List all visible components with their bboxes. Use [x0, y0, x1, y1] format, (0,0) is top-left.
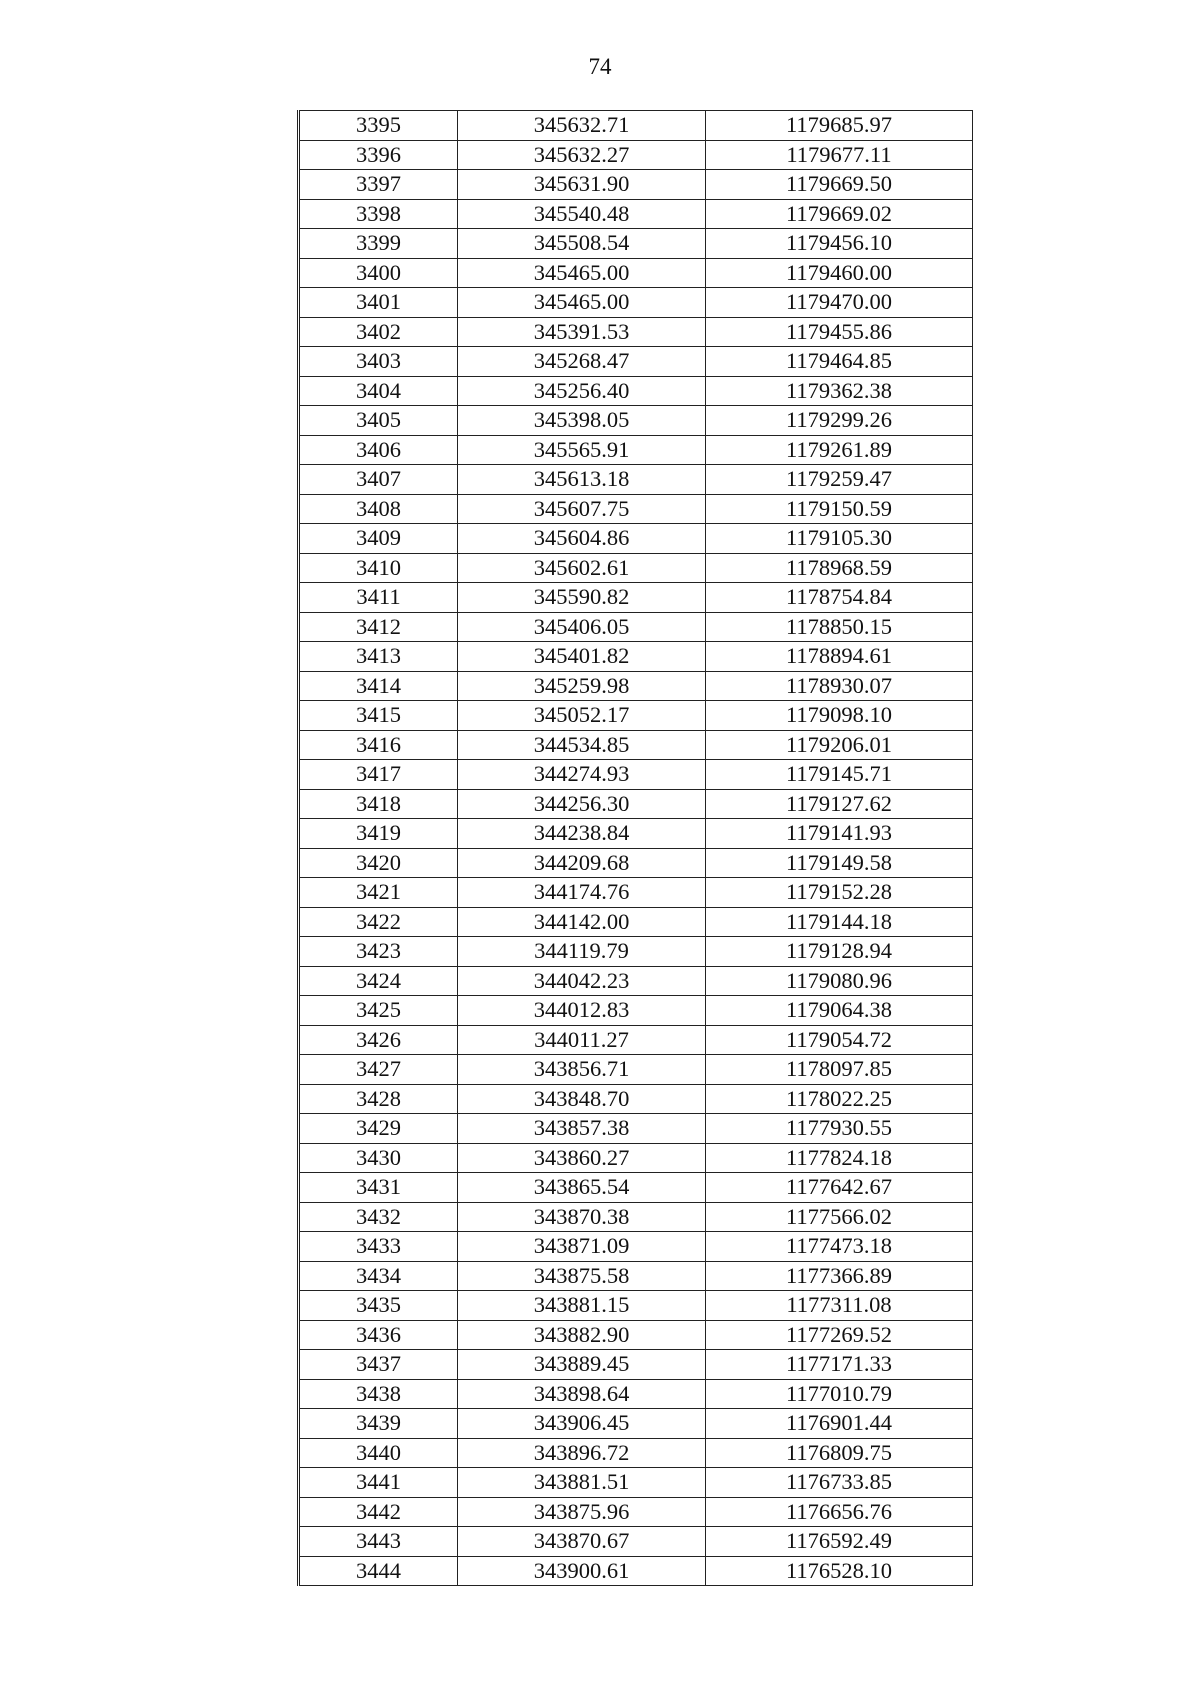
- y-coordinate-cell: 1179098.10: [706, 701, 973, 731]
- x-coordinate-cell: 343889.45: [458, 1350, 706, 1380]
- y-coordinate-cell: 1177010.79: [706, 1379, 973, 1409]
- table-row: [299, 1320, 973, 1350]
- point-number-cell: 3437: [299, 1350, 458, 1380]
- table-row: [299, 1350, 973, 1380]
- point-number-cell: 3436: [299, 1320, 458, 1350]
- point-number-cell: 3428: [299, 1084, 458, 1114]
- coordinates-table: [297, 110, 973, 1586]
- x-coordinate-cell: 344174.76: [458, 878, 706, 908]
- x-coordinate-cell: 344534.85: [458, 730, 706, 760]
- x-coordinate-cell: 343857.38: [458, 1114, 706, 1144]
- y-coordinate-cell: 1177930.55: [706, 1114, 973, 1144]
- y-coordinate-cell: 1177473.18: [706, 1232, 973, 1262]
- x-coordinate-cell: 343882.90: [458, 1320, 706, 1350]
- table-row: [299, 671, 973, 701]
- table-row: [299, 317, 973, 347]
- table-row: [299, 1055, 973, 1085]
- point-number-cell: 3432: [299, 1202, 458, 1232]
- x-coordinate-cell: 345268.47: [458, 347, 706, 377]
- y-coordinate-cell: 1179105.30: [706, 524, 973, 554]
- point-number-cell: 3399: [299, 229, 458, 259]
- y-coordinate-cell: 1177269.52: [706, 1320, 973, 1350]
- y-coordinate-cell: 1178097.85: [706, 1055, 973, 1085]
- x-coordinate-cell: 343870.67: [458, 1527, 706, 1557]
- point-number-cell: 3402: [299, 317, 458, 347]
- point-number-cell: 3430: [299, 1143, 458, 1173]
- point-number-cell: 3434: [299, 1261, 458, 1291]
- x-coordinate-cell: 345465.00: [458, 258, 706, 288]
- x-coordinate-cell: 343848.70: [458, 1084, 706, 1114]
- x-coordinate-cell: 345465.00: [458, 288, 706, 318]
- x-coordinate-cell: 345590.82: [458, 583, 706, 613]
- table-row: [299, 760, 973, 790]
- x-coordinate-cell: 343865.54: [458, 1173, 706, 1203]
- point-number-cell: 3444: [299, 1556, 458, 1586]
- x-coordinate-cell: 345632.27: [458, 140, 706, 170]
- point-number-cell: 3440: [299, 1438, 458, 1468]
- table-row: [299, 642, 973, 672]
- x-coordinate-cell: 345406.05: [458, 612, 706, 642]
- x-coordinate-cell: 344011.27: [458, 1025, 706, 1055]
- page-number: 74: [588, 54, 612, 79]
- table-row: [299, 1527, 973, 1557]
- x-coordinate-cell: 344274.93: [458, 760, 706, 790]
- table-row: [299, 1261, 973, 1291]
- table-row: [299, 701, 973, 731]
- x-coordinate-cell: 345632.71: [458, 111, 706, 141]
- table-row: [299, 1143, 973, 1173]
- table-row: [299, 229, 973, 259]
- table-row: [299, 819, 973, 849]
- point-number-cell: 3442: [299, 1497, 458, 1527]
- y-coordinate-cell: 1176656.76: [706, 1497, 973, 1527]
- y-coordinate-cell: 1179685.97: [706, 111, 973, 141]
- x-coordinate-cell: 345401.82: [458, 642, 706, 672]
- x-coordinate-cell: 344142.00: [458, 907, 706, 937]
- x-coordinate-cell: 343900.61: [458, 1556, 706, 1586]
- y-coordinate-cell: 1179299.26: [706, 406, 973, 436]
- point-number-cell: 3425: [299, 996, 458, 1026]
- y-coordinate-cell: 1176592.49: [706, 1527, 973, 1557]
- table-row: [299, 1468, 973, 1498]
- table-row: [299, 494, 973, 524]
- x-coordinate-cell: 345508.54: [458, 229, 706, 259]
- x-coordinate-cell: 344012.83: [458, 996, 706, 1026]
- y-coordinate-cell: 1179127.62: [706, 789, 973, 819]
- y-coordinate-cell: 1178850.15: [706, 612, 973, 642]
- x-coordinate-cell: 344209.68: [458, 848, 706, 878]
- x-coordinate-cell: 344042.23: [458, 966, 706, 996]
- point-number-cell: 3396: [299, 140, 458, 170]
- y-coordinate-cell: 1177642.67: [706, 1173, 973, 1203]
- y-coordinate-cell: 1178968.59: [706, 553, 973, 583]
- point-number-cell: 3433: [299, 1232, 458, 1262]
- y-coordinate-cell: 1178754.84: [706, 583, 973, 613]
- point-number-cell: 3418: [299, 789, 458, 819]
- y-coordinate-cell: 1177171.33: [706, 1350, 973, 1380]
- point-number-cell: 3426: [299, 1025, 458, 1055]
- y-coordinate-cell: 1178930.07: [706, 671, 973, 701]
- table-row: [299, 1232, 973, 1262]
- y-coordinate-cell: 1179128.94: [706, 937, 973, 967]
- y-coordinate-cell: 1177366.89: [706, 1261, 973, 1291]
- table-row: [299, 1025, 973, 1055]
- y-coordinate-cell: 1179150.59: [706, 494, 973, 524]
- x-coordinate-cell: 343870.38: [458, 1202, 706, 1232]
- y-coordinate-cell: 1179464.85: [706, 347, 973, 377]
- x-coordinate-cell: 344119.79: [458, 937, 706, 967]
- table-row: [299, 111, 973, 141]
- y-coordinate-cell: 1179149.58: [706, 848, 973, 878]
- y-coordinate-cell: 1179206.01: [706, 730, 973, 760]
- table-row: [299, 583, 973, 613]
- x-coordinate-cell: 345391.53: [458, 317, 706, 347]
- point-number-cell: 3439: [299, 1409, 458, 1439]
- table-row: [299, 524, 973, 554]
- point-number-cell: 3403: [299, 347, 458, 377]
- point-number-cell: 3413: [299, 642, 458, 672]
- table-row: [299, 1202, 973, 1232]
- table-row: [299, 140, 973, 170]
- y-coordinate-cell: 1179141.93: [706, 819, 973, 849]
- x-coordinate-cell: 343856.71: [458, 1055, 706, 1085]
- table-row: [299, 465, 973, 495]
- point-number-cell: 3419: [299, 819, 458, 849]
- x-coordinate-cell: 343871.09: [458, 1232, 706, 1262]
- table-row: [299, 789, 973, 819]
- y-coordinate-cell: 1179669.50: [706, 170, 973, 200]
- point-number-cell: 3397: [299, 170, 458, 200]
- table-row: [299, 1497, 973, 1527]
- table-row: [299, 199, 973, 229]
- table-row: [299, 1173, 973, 1203]
- y-coordinate-cell: 1176733.85: [706, 1468, 973, 1498]
- y-coordinate-cell: 1179064.38: [706, 996, 973, 1026]
- x-coordinate-cell: 343898.64: [458, 1379, 706, 1409]
- table-row: [299, 347, 973, 377]
- point-number-cell: 3427: [299, 1055, 458, 1085]
- x-coordinate-cell: 345607.75: [458, 494, 706, 524]
- x-coordinate-cell: 345602.61: [458, 553, 706, 583]
- y-coordinate-cell: 1179261.89: [706, 435, 973, 465]
- table-row: [299, 553, 973, 583]
- table-row: [299, 406, 973, 436]
- table-row: [299, 907, 973, 937]
- point-number-cell: 3441: [299, 1468, 458, 1498]
- x-coordinate-cell: 345256.40: [458, 376, 706, 406]
- table-row: [299, 435, 973, 465]
- table-row: [299, 1291, 973, 1321]
- x-coordinate-cell: 345631.90: [458, 170, 706, 200]
- table-row: [299, 288, 973, 318]
- x-coordinate-cell: 343860.27: [458, 1143, 706, 1173]
- y-coordinate-cell: 1179460.00: [706, 258, 973, 288]
- point-number-cell: 3398: [299, 199, 458, 229]
- y-coordinate-cell: 1179080.96: [706, 966, 973, 996]
- point-number-cell: 3431: [299, 1173, 458, 1203]
- x-coordinate-cell: 344256.30: [458, 789, 706, 819]
- point-number-cell: 3443: [299, 1527, 458, 1557]
- y-coordinate-cell: 1176528.10: [706, 1556, 973, 1586]
- y-coordinate-cell: 1179144.18: [706, 907, 973, 937]
- y-coordinate-cell: 1179145.71: [706, 760, 973, 790]
- point-number-cell: 3408: [299, 494, 458, 524]
- point-number-cell: 3409: [299, 524, 458, 554]
- table-row: [299, 1409, 973, 1439]
- x-coordinate-cell: 343896.72: [458, 1438, 706, 1468]
- point-number-cell: 3421: [299, 878, 458, 908]
- x-coordinate-cell: 345540.48: [458, 199, 706, 229]
- table-row: [299, 848, 973, 878]
- x-coordinate-cell: 345613.18: [458, 465, 706, 495]
- point-number-cell: 3415: [299, 701, 458, 731]
- table-row: [299, 996, 973, 1026]
- point-number-cell: 3407: [299, 465, 458, 495]
- point-number-cell: 3405: [299, 406, 458, 436]
- table-row: [299, 170, 973, 200]
- y-coordinate-cell: 1179259.47: [706, 465, 973, 495]
- point-number-cell: 3424: [299, 966, 458, 996]
- table-row: [299, 730, 973, 760]
- table-row: [299, 376, 973, 406]
- x-coordinate-cell: 345565.91: [458, 435, 706, 465]
- table-row: [299, 258, 973, 288]
- point-number-cell: 3435: [299, 1291, 458, 1321]
- y-coordinate-cell: 1176809.75: [706, 1438, 973, 1468]
- table-row: [299, 612, 973, 642]
- point-number-cell: 3406: [299, 435, 458, 465]
- y-coordinate-cell: 1179677.11: [706, 140, 973, 170]
- x-coordinate-cell: 343875.96: [458, 1497, 706, 1527]
- table-row: [299, 966, 973, 996]
- table-row: [299, 1114, 973, 1144]
- y-coordinate-cell: 1179669.02: [706, 199, 973, 229]
- x-coordinate-cell: 345052.17: [458, 701, 706, 731]
- table-row: [299, 1438, 973, 1468]
- table-body: [299, 111, 973, 1586]
- point-number-cell: 3420: [299, 848, 458, 878]
- y-coordinate-cell: 1176901.44: [706, 1409, 973, 1439]
- x-coordinate-cell: 345604.86: [458, 524, 706, 554]
- y-coordinate-cell: 1179470.00: [706, 288, 973, 318]
- point-number-cell: 3404: [299, 376, 458, 406]
- x-coordinate-cell: 345259.98: [458, 671, 706, 701]
- y-coordinate-cell: 1179455.86: [706, 317, 973, 347]
- y-coordinate-cell: 1177311.08: [706, 1291, 973, 1321]
- point-number-cell: 3410: [299, 553, 458, 583]
- y-coordinate-cell: 1179054.72: [706, 1025, 973, 1055]
- table-row: [299, 1379, 973, 1409]
- point-number-cell: 3401: [299, 288, 458, 318]
- table-row: [299, 878, 973, 908]
- point-number-cell: 3417: [299, 760, 458, 790]
- x-coordinate-cell: 344238.84: [458, 819, 706, 849]
- point-number-cell: 3422: [299, 907, 458, 937]
- y-coordinate-cell: 1177566.02: [706, 1202, 973, 1232]
- y-coordinate-cell: 1178022.25: [706, 1084, 973, 1114]
- y-coordinate-cell: 1177824.18: [706, 1143, 973, 1173]
- point-number-cell: 3438: [299, 1379, 458, 1409]
- point-number-cell: 3423: [299, 937, 458, 967]
- x-coordinate-cell: 343881.51: [458, 1468, 706, 1498]
- point-number-cell: 3411: [299, 583, 458, 613]
- point-number-cell: 3416: [299, 730, 458, 760]
- y-coordinate-cell: 1178894.61: [706, 642, 973, 672]
- point-number-cell: 3400: [299, 258, 458, 288]
- table-row: [299, 1556, 973, 1586]
- y-coordinate-cell: 1179152.28: [706, 878, 973, 908]
- table-row: [299, 1084, 973, 1114]
- x-coordinate-cell: 343881.15: [458, 1291, 706, 1321]
- y-coordinate-cell: 1179456.10: [706, 229, 973, 259]
- point-number-cell: 3395: [299, 111, 458, 141]
- table-row: [299, 937, 973, 967]
- x-coordinate-cell: 343875.58: [458, 1261, 706, 1291]
- point-number-cell: 3429: [299, 1114, 458, 1144]
- x-coordinate-cell: 343906.45: [458, 1409, 706, 1439]
- point-number-cell: 3414: [299, 671, 458, 701]
- x-coordinate-cell: 345398.05: [458, 406, 706, 436]
- y-coordinate-cell: 1179362.38: [706, 376, 973, 406]
- point-number-cell: 3412: [299, 612, 458, 642]
